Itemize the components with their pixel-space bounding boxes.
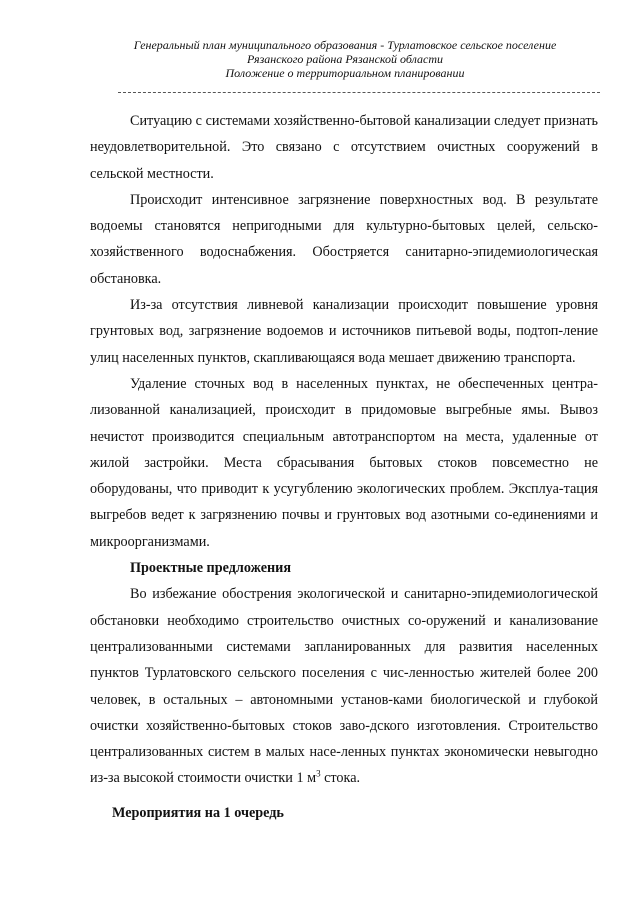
paragraph-proposals-end: стока. (320, 770, 361, 787)
header-divider (118, 92, 600, 93)
running-header (90, 38, 600, 80)
paragraph-storm-drainage: Из-за отсутствия ливневой канализации происходит повышение уровня грунтовых вод, загрязнение водоемов и источников питьевой воды, подтоп-ление улиц населенных пунктов, скапливающаяся вода мешает движению транспорта. (90, 297, 598, 366)
paragraph-proposals-text: Во избежание обострения экологической и санитарно-эпидемиологической обстановки необходимо строительство очистных со-оружений и канализование централизованными системами запланированных для развития населенных пунктов Турлатовского сельского поселения с чис-ленностью жителей более 200 человек, в остальных – автономными установ-ками биологической и глубокой очистки хозяйственно-бытовых стоков заво-дского изготовления. Строительство централизованных систем в малых насе-ленных пунктах экономически невыгодно из-за высокой стоимости очистки 1 м (90, 586, 598, 787)
paragraph-sewage-situation: Ситуацию с системами хозяйственно-бытовой канализации следует признать неудовлетворительной. Это связано с отсутствием очистных сооружений в сельской местности. (90, 113, 598, 182)
header-line-3: Положение о территориальном планировании (225, 66, 465, 80)
paragraph-surface-water-pollution: Происходит интенсивное загрязнение поверхностных вод. В результате водоемы становятся непригодными для культурно-бытовых целей, сельско-хозяйственного водоснабжения. Обостряется санитарно-эпидемиологическая обстановка. (90, 191, 598, 287)
section-heading-proposals: Проектные предложения (130, 560, 292, 577)
paragraph-wastewater-removal: Удаление сточных вод в населенных пунктах, не обеспеченных центра-лизованной канализацией, происходит в придомовые выгребные ямы. Вывоз нечистот производится специальным автотранспортом на места, удаленные от жилой застройки. Места сбрасывания бытовых стоков повсеместно не оборудованы, что приводит к усугублению экологических проблем. Эксплуа-тация выгребов ведет к загрязнению почвы и грунтовых вод азотными со-единениями и микроорганизмами. (90, 375, 598, 550)
header-line-1: Генеральный план муниципального образования - Турлатовское сельское поселение (133, 38, 557, 52)
header-line-2: Рязанского района Рязанской области (246, 52, 444, 66)
section-heading-first-stage: Мероприятия на 1 очередь (112, 804, 284, 821)
superscript-cubic: 3 (316, 768, 321, 779)
paragraph-proposals (90, 581, 598, 791)
document-body (90, 108, 598, 826)
